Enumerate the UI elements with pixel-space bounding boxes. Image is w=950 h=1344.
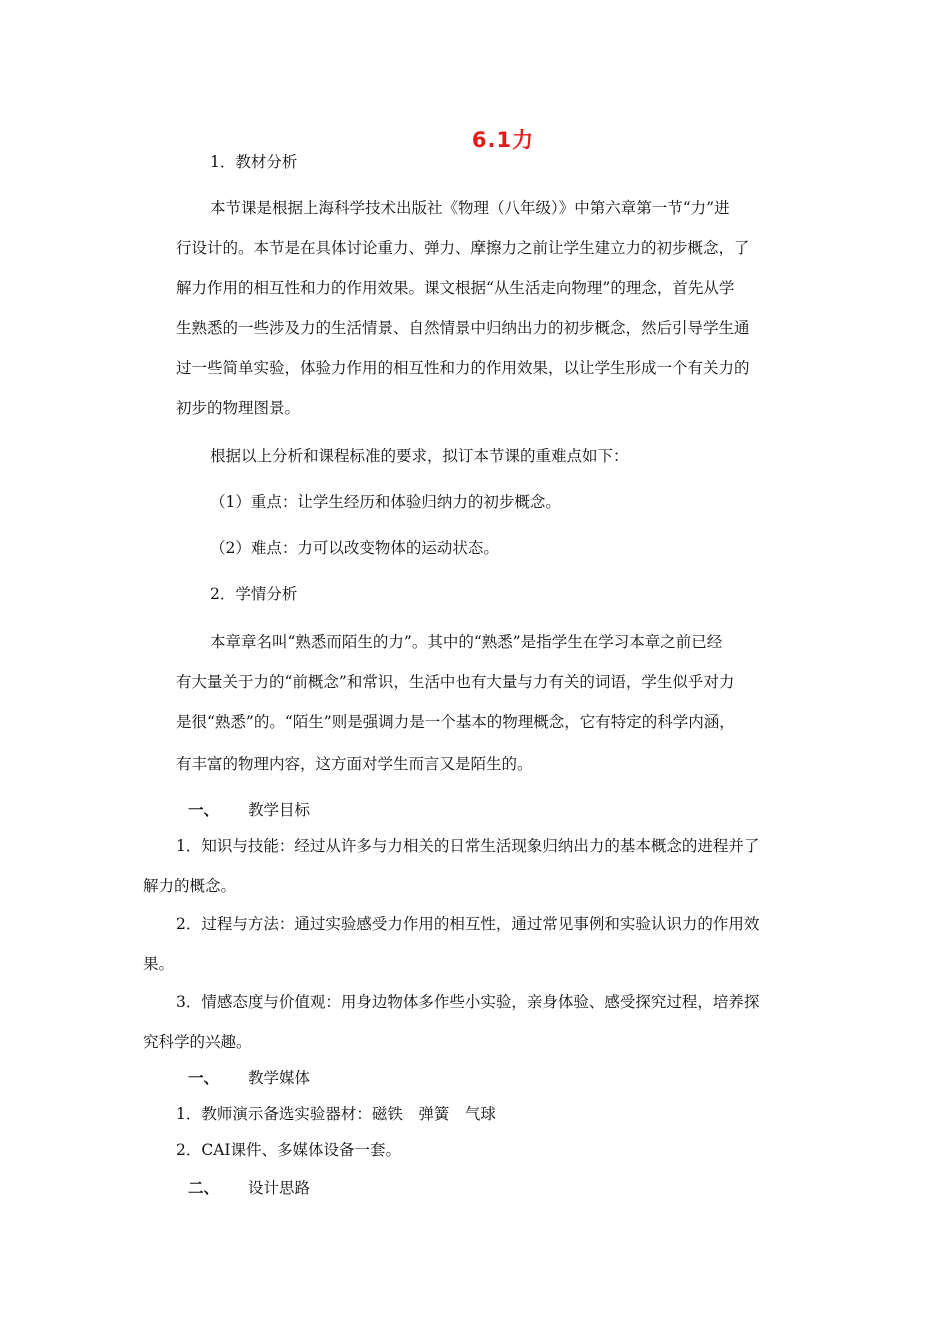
page-title: 6.1力 — [471, 128, 535, 152]
paragraph-line: 生熟悉的一些涉及力的生活情景、自然情景中归纳出力的初步概念，然后引导学生通 — [176, 319, 750, 337]
section-heading-textbook-analysis: 1．教材分析 — [210, 153, 298, 171]
paragraph-line: 根据以上分析和课程标准的要求，拟订本节课的重难点如下： — [210, 447, 629, 465]
key-point: （1）重点：让学生经历和体验归纳力的初步概念。 — [210, 493, 561, 511]
paragraph-line: 初步的物理图景。 — [176, 399, 301, 417]
list-item-continuation: 解力的概念。 — [143, 877, 237, 895]
heading-number: 一、 — [188, 800, 220, 819]
section-heading-goals — [188, 800, 310, 820]
paragraph-line: 有丰富的物理内容，这方面对学生而言又是陌生的。 — [176, 755, 533, 773]
difficult-point: （2）难点：力可以改变物体的运动状态。 — [210, 539, 499, 557]
paragraph-line: 本章章名叫“熟悉而陌生的力”。其中的“熟悉”是指学生在学习本章之前已经 — [210, 633, 723, 651]
list-item: 2．过程与方法：通过实验感受力作用的相互性，通过常见事例和实验认识力的作用效 — [176, 915, 760, 933]
list-item: 1．知识与技能：经过从许多与力相关的日常生活现象归纳出力的基本概念的进程并了 — [176, 837, 760, 855]
paragraph-line: 过一些简单实验，体验力作用的相互性和力的作用效果，以让学生形成一个有关力的 — [176, 359, 750, 377]
heading-text: 教学媒体 — [248, 1069, 311, 1087]
paragraph-line: 行设计的。本节是在具体讨论重力、弹力、摩擦力之前让学生建立力的初步概念，了 — [176, 239, 750, 257]
heading-number: 一、 — [188, 1068, 220, 1087]
paragraph-line: 有大量关于力的“前概念”和常识，生活中也有大量与力有关的词语，学生似乎对力 — [176, 673, 735, 691]
section-heading-design — [188, 1178, 310, 1198]
paragraph-line: 是很“熟悉”的。“陌生”则是强调力是一个基本的物理概念，它有特定的科学内涵， — [176, 713, 735, 731]
list-item-continuation: 果。 — [143, 955, 175, 973]
list-item: 1．教师演示备选实验器材：磁铁 弹簧 气球 — [176, 1105, 496, 1123]
list-item: 2．CAI课件、多媒体设备一套。 — [176, 1141, 402, 1159]
paragraph-line: 本节课是根据上海科学技术出版社《物理（八年级）》中第六章第一节“力”进 — [210, 199, 730, 217]
section-heading-media — [188, 1068, 310, 1088]
heading-text: 设计思路 — [248, 1179, 311, 1197]
heading-text: 教学目标 — [248, 801, 311, 819]
heading-number: 二、 — [188, 1178, 220, 1197]
paragraph-line: 解力作用的相互性和力的作用效果。课文根据“从生活走向物理”的理念，首先从学 — [176, 279, 735, 297]
list-item: 3．情感态度与价值观：用身边物体多作些小实验，亲身体验、感受探究过程，培养探 — [176, 993, 760, 1011]
list-item-continuation: 究科学的兴趣。 — [143, 1033, 252, 1051]
section-heading-student-analysis: 2．学情分析 — [210, 585, 298, 603]
